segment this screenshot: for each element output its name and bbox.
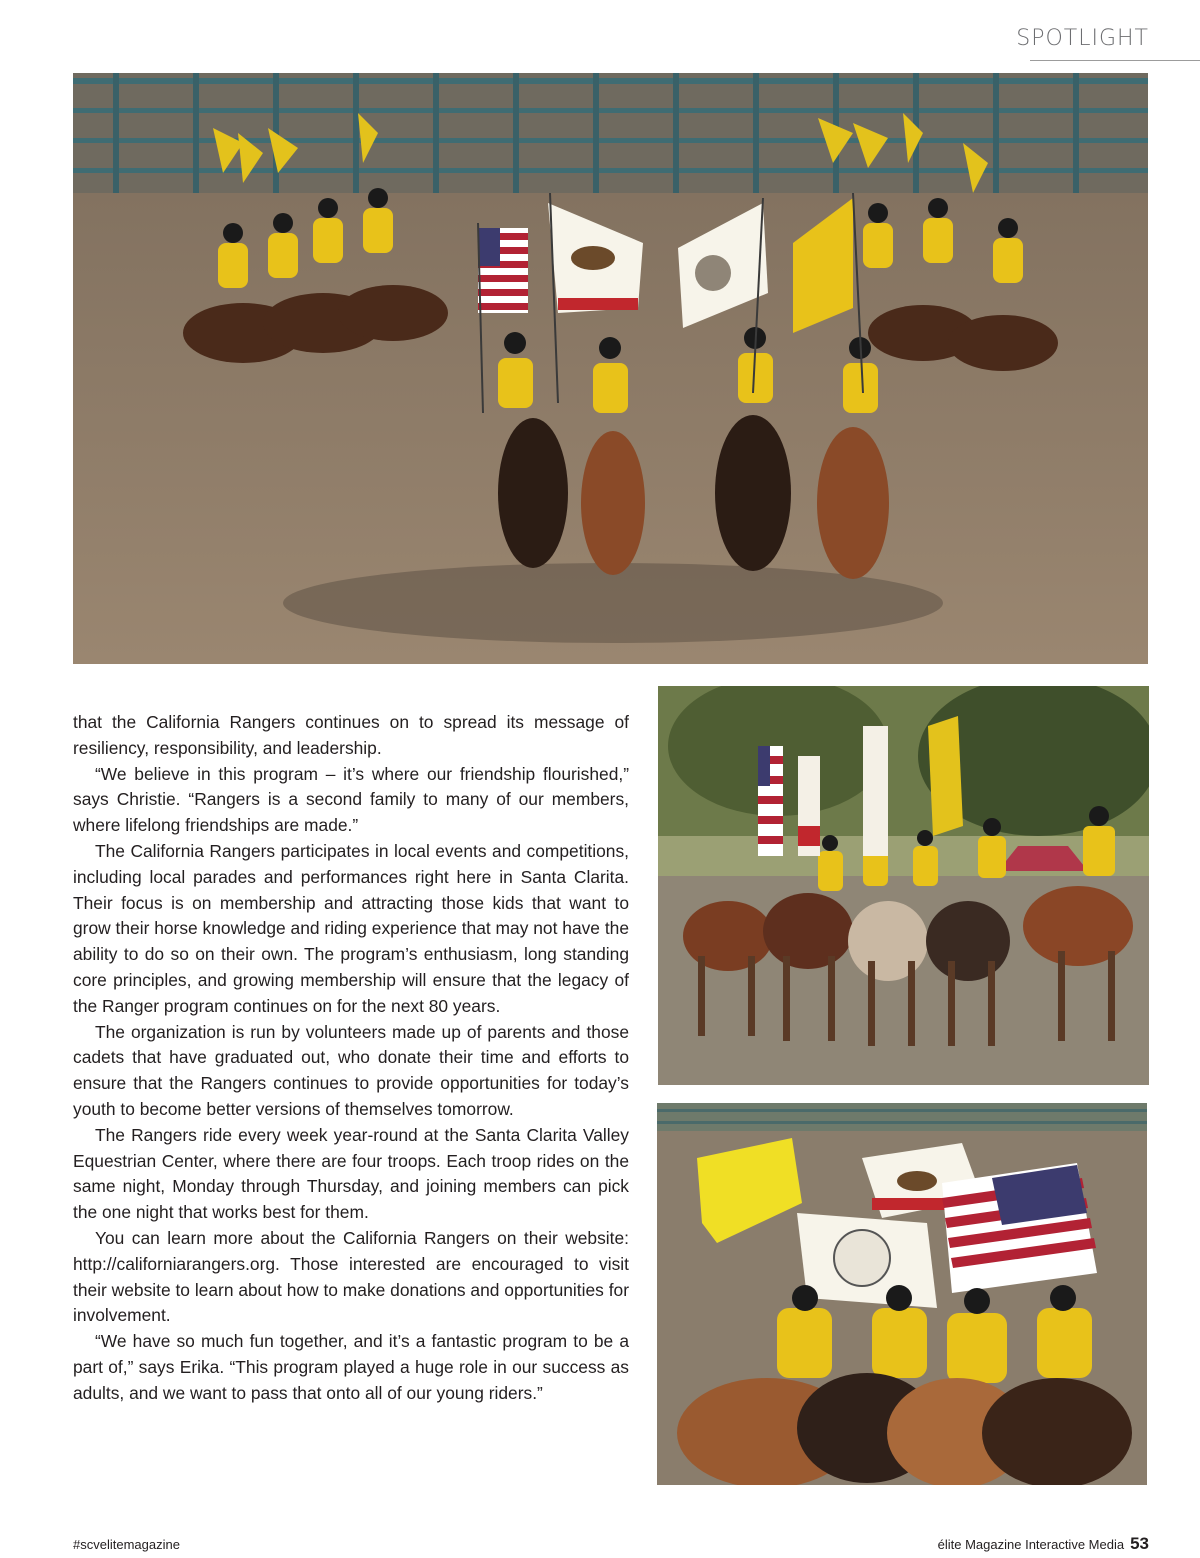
- article-body: [73, 710, 629, 1407]
- article-paragraph: “We believe in this program – it’s where our friendship flourished,” says Christie. “Rangers is a second family to many of our members, where lifelong friendships are made.”: [73, 763, 629, 836]
- article-paragraph: “We have so much fun together, and it’s a fantastic program to be a part of,” says Erika. “This program played a huge role in our success as adults, and we want to pass that onto all of our young riders.”: [73, 1331, 629, 1403]
- riders-with-flags-saluting-photo: [658, 686, 1149, 1085]
- article-paragraph: The California Rangers participates in local events and competitions, including local parades and performances right here in Santa Clarita. Their focus is on membership and attracting those kids that want to grow their horse knowledge and riding experience that may not have the ability to do so on their own. The program’s enthusiasm, long standing core principles, and growing membership will ensure that the legacy of the Ranger program continues on for the next 80 years.: [73, 840, 629, 1016]
- publication-name: élite Magazine Interactive Media: [937, 1537, 1125, 1552]
- section-divider: [1030, 60, 1200, 61]
- page-number: 53: [1130, 1534, 1149, 1553]
- article-paragraph: The Rangers ride every week year-round at the Santa Clarita Valley Equestrian Center, where there are four troops. Each troop rides on the same night, Monday through Thursday, and joining members can pick the one night that works best for them.: [73, 1124, 629, 1223]
- article-paragraph: The organization is run by volunteers made up of parents and those cadets that have graduated out, who donate their time and efforts to ensure that the Rangers continues to provide opportunities for today’s youth to become better versions of themselves tomorrow.: [73, 1021, 629, 1119]
- article-paragraph: that the California Rangers continues on to spread its message of resiliency, responsibility, and leadership.: [73, 712, 629, 758]
- section-label: SPOTLIGHT: [1016, 26, 1149, 51]
- footer-hashtag: #scvelitemagazine: [73, 1537, 180, 1552]
- riders-flags-from-behind-photo: [657, 1103, 1147, 1485]
- footer-publication: [938, 1534, 1149, 1554]
- rangers-color-guard-arena-photo: [73, 73, 1148, 664]
- article-paragraph: You can learn more about the California Rangers on their website: http://californiarangers.org. Those interested are encouraged to visit their website to learn about how to make donations and opportunities for involvement.: [73, 1227, 629, 1326]
